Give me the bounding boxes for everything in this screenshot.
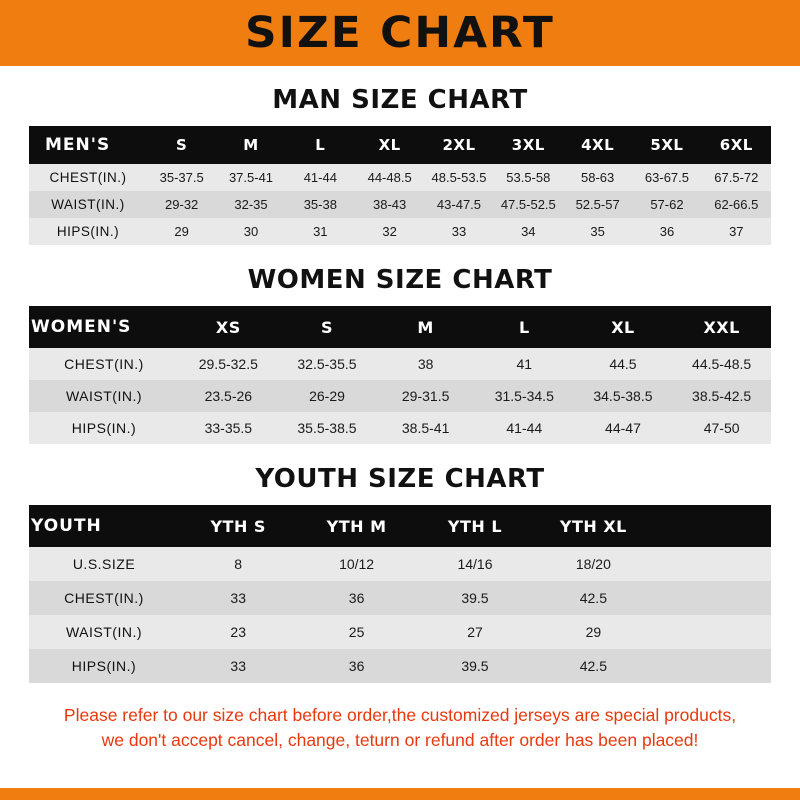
- table-cell: 31: [286, 218, 355, 245]
- column-header: S: [147, 126, 216, 164]
- footer-note-line-1: Please refer to our size chart before order,the customized jerseys are special products,: [63, 705, 737, 725]
- table-cell: 44.5-48.5: [672, 348, 771, 380]
- table-cell: 39.5: [416, 581, 534, 615]
- table-cell: 29: [147, 218, 216, 245]
- table-cell: 44.5: [574, 348, 673, 380]
- table-cell: 14/16: [416, 547, 534, 581]
- women-section-title: WOMEN SIZE CHART: [247, 265, 553, 295]
- man-table-head: [29, 126, 771, 164]
- column-header: YTH XL: [534, 505, 652, 547]
- women-table-head: [29, 306, 771, 348]
- table-cell: 31.5-34.5: [475, 380, 574, 412]
- table-cell: 35: [563, 218, 632, 245]
- row-header: WAIST(IN.): [29, 191, 147, 218]
- man-section-title: MAN SIZE CHART: [272, 85, 528, 115]
- table-cell: 38.5-42.5: [672, 380, 771, 412]
- footer-note: [20, 703, 780, 754]
- table-cell: 38: [376, 348, 475, 380]
- table-corner-header: YOUTH: [29, 505, 179, 547]
- table-row: [29, 380, 771, 412]
- table-cell: 36: [297, 581, 415, 615]
- table-row: [29, 164, 771, 191]
- table-cell: 52.5-57: [563, 191, 632, 218]
- row-header: HIPS(IN.): [29, 412, 179, 444]
- table-cell: [653, 615, 771, 649]
- table-cell: 35-38: [286, 191, 355, 218]
- women-size-table-wrapper: [29, 306, 771, 444]
- table-cell: 41-44: [475, 412, 574, 444]
- row-header: WAIST(IN.): [29, 380, 179, 412]
- column-header: 3XL: [494, 126, 563, 164]
- table-cell: 34: [494, 218, 563, 245]
- table-cell: 35.5-38.5: [278, 412, 377, 444]
- table-cell: 38-43: [355, 191, 424, 218]
- table-cell: 36: [632, 218, 701, 245]
- table-header-row: [29, 306, 771, 348]
- row-header: HIPS(IN.): [29, 649, 179, 683]
- bottom-accent-bar: [0, 788, 800, 800]
- table-cell: 27: [416, 615, 534, 649]
- table-cell: 41-44: [286, 164, 355, 191]
- table-cell: 29: [534, 615, 652, 649]
- column-header: 4XL: [563, 126, 632, 164]
- table-cell: 37: [702, 218, 771, 245]
- table-cell: 26-29: [278, 380, 377, 412]
- table-cell: 32.5-35.5: [278, 348, 377, 380]
- column-header: XS: [179, 306, 278, 348]
- column-header: 2XL: [424, 126, 493, 164]
- table-cell: 10/12: [297, 547, 415, 581]
- table-row: [29, 547, 771, 581]
- column-header: XL: [574, 306, 673, 348]
- row-header: CHEST(IN.): [29, 348, 179, 380]
- table-cell: 25: [297, 615, 415, 649]
- row-header: U.S.SIZE: [29, 547, 179, 581]
- table-corner-header: MEN'S: [29, 126, 147, 164]
- table-corner-header: WOMEN'S: [29, 306, 179, 348]
- row-header: CHEST(IN.): [29, 581, 179, 615]
- column-header: L: [475, 306, 574, 348]
- table-cell: 43-47.5: [424, 191, 493, 218]
- table-cell: 62-66.5: [702, 191, 771, 218]
- table-cell: 18/20: [534, 547, 652, 581]
- column-header: YTH L: [416, 505, 534, 547]
- women-size-table: [29, 306, 771, 444]
- table-header-row: [29, 505, 771, 547]
- table-cell: 34.5-38.5: [574, 380, 673, 412]
- table-cell: 29-31.5: [376, 380, 475, 412]
- table-cell: 33-35.5: [179, 412, 278, 444]
- table-cell: [653, 581, 771, 615]
- youth-size-table-wrapper: [29, 505, 771, 683]
- table-cell: 42.5: [534, 649, 652, 683]
- youth-table-head: [29, 505, 771, 547]
- table-cell: [653, 547, 771, 581]
- header-banner: [0, 0, 800, 66]
- table-cell: 44-47: [574, 412, 673, 444]
- column-header: S: [278, 306, 377, 348]
- table-cell: 63-67.5: [632, 164, 701, 191]
- table-row: [29, 615, 771, 649]
- table-cell: 39.5: [416, 649, 534, 683]
- table-cell: 47.5-52.5: [494, 191, 563, 218]
- row-header: HIPS(IN.): [29, 218, 147, 245]
- table-cell: 47-50: [672, 412, 771, 444]
- women-table-body: [29, 348, 771, 444]
- table-cell: 53.5-58: [494, 164, 563, 191]
- table-cell: 44-48.5: [355, 164, 424, 191]
- table-cell: [653, 649, 771, 683]
- table-cell: 42.5: [534, 581, 652, 615]
- column-header: M: [216, 126, 285, 164]
- column-header: XL: [355, 126, 424, 164]
- page-title: SIZE CHART: [245, 7, 555, 58]
- table-cell: 57-62: [632, 191, 701, 218]
- table-cell: 30: [216, 218, 285, 245]
- table-row: [29, 191, 771, 218]
- table-cell: 36: [297, 649, 415, 683]
- youth-table-body: [29, 547, 771, 683]
- table-cell: 29-32: [147, 191, 216, 218]
- column-header: YTH M: [297, 505, 415, 547]
- row-header: WAIST(IN.): [29, 615, 179, 649]
- table-cell: 23.5-26: [179, 380, 278, 412]
- footer-note-line-2: we don't accept cancel, change, teturn or refund after order has been placed!: [101, 730, 699, 751]
- youth-size-table: [29, 505, 771, 683]
- column-header: XXL: [672, 306, 771, 348]
- man-size-table: [29, 126, 771, 245]
- youth-section-title: YOUTH SIZE CHART: [255, 464, 545, 494]
- table-cell: 23: [179, 615, 297, 649]
- table-cell: 58-63: [563, 164, 632, 191]
- column-header: M: [376, 306, 475, 348]
- man-table-body: [29, 164, 771, 245]
- table-cell: 41: [475, 348, 574, 380]
- table-cell: 8: [179, 547, 297, 581]
- table-cell: 32-35: [216, 191, 285, 218]
- table-row: [29, 649, 771, 683]
- column-header: 6XL: [702, 126, 771, 164]
- table-cell: 32: [355, 218, 424, 245]
- table-header-row: [29, 126, 771, 164]
- table-cell: 37.5-41: [216, 164, 285, 191]
- row-header: CHEST(IN.): [29, 164, 147, 191]
- column-header: [653, 505, 771, 547]
- table-row: [29, 218, 771, 245]
- column-header: 5XL: [632, 126, 701, 164]
- man-size-table-wrapper: [29, 126, 771, 245]
- table-row: [29, 412, 771, 444]
- table-cell: 35-37.5: [147, 164, 216, 191]
- table-cell: 67.5-72: [702, 164, 771, 191]
- table-cell: 38.5-41: [376, 412, 475, 444]
- table-cell: 33: [424, 218, 493, 245]
- table-cell: 33: [179, 649, 297, 683]
- table-row: [29, 348, 771, 380]
- table-cell: 33: [179, 581, 297, 615]
- table-cell: 29.5-32.5: [179, 348, 278, 380]
- column-header: YTH S: [179, 505, 297, 547]
- table-cell: 48.5-53.5: [424, 164, 493, 191]
- table-row: [29, 581, 771, 615]
- column-header: L: [286, 126, 355, 164]
